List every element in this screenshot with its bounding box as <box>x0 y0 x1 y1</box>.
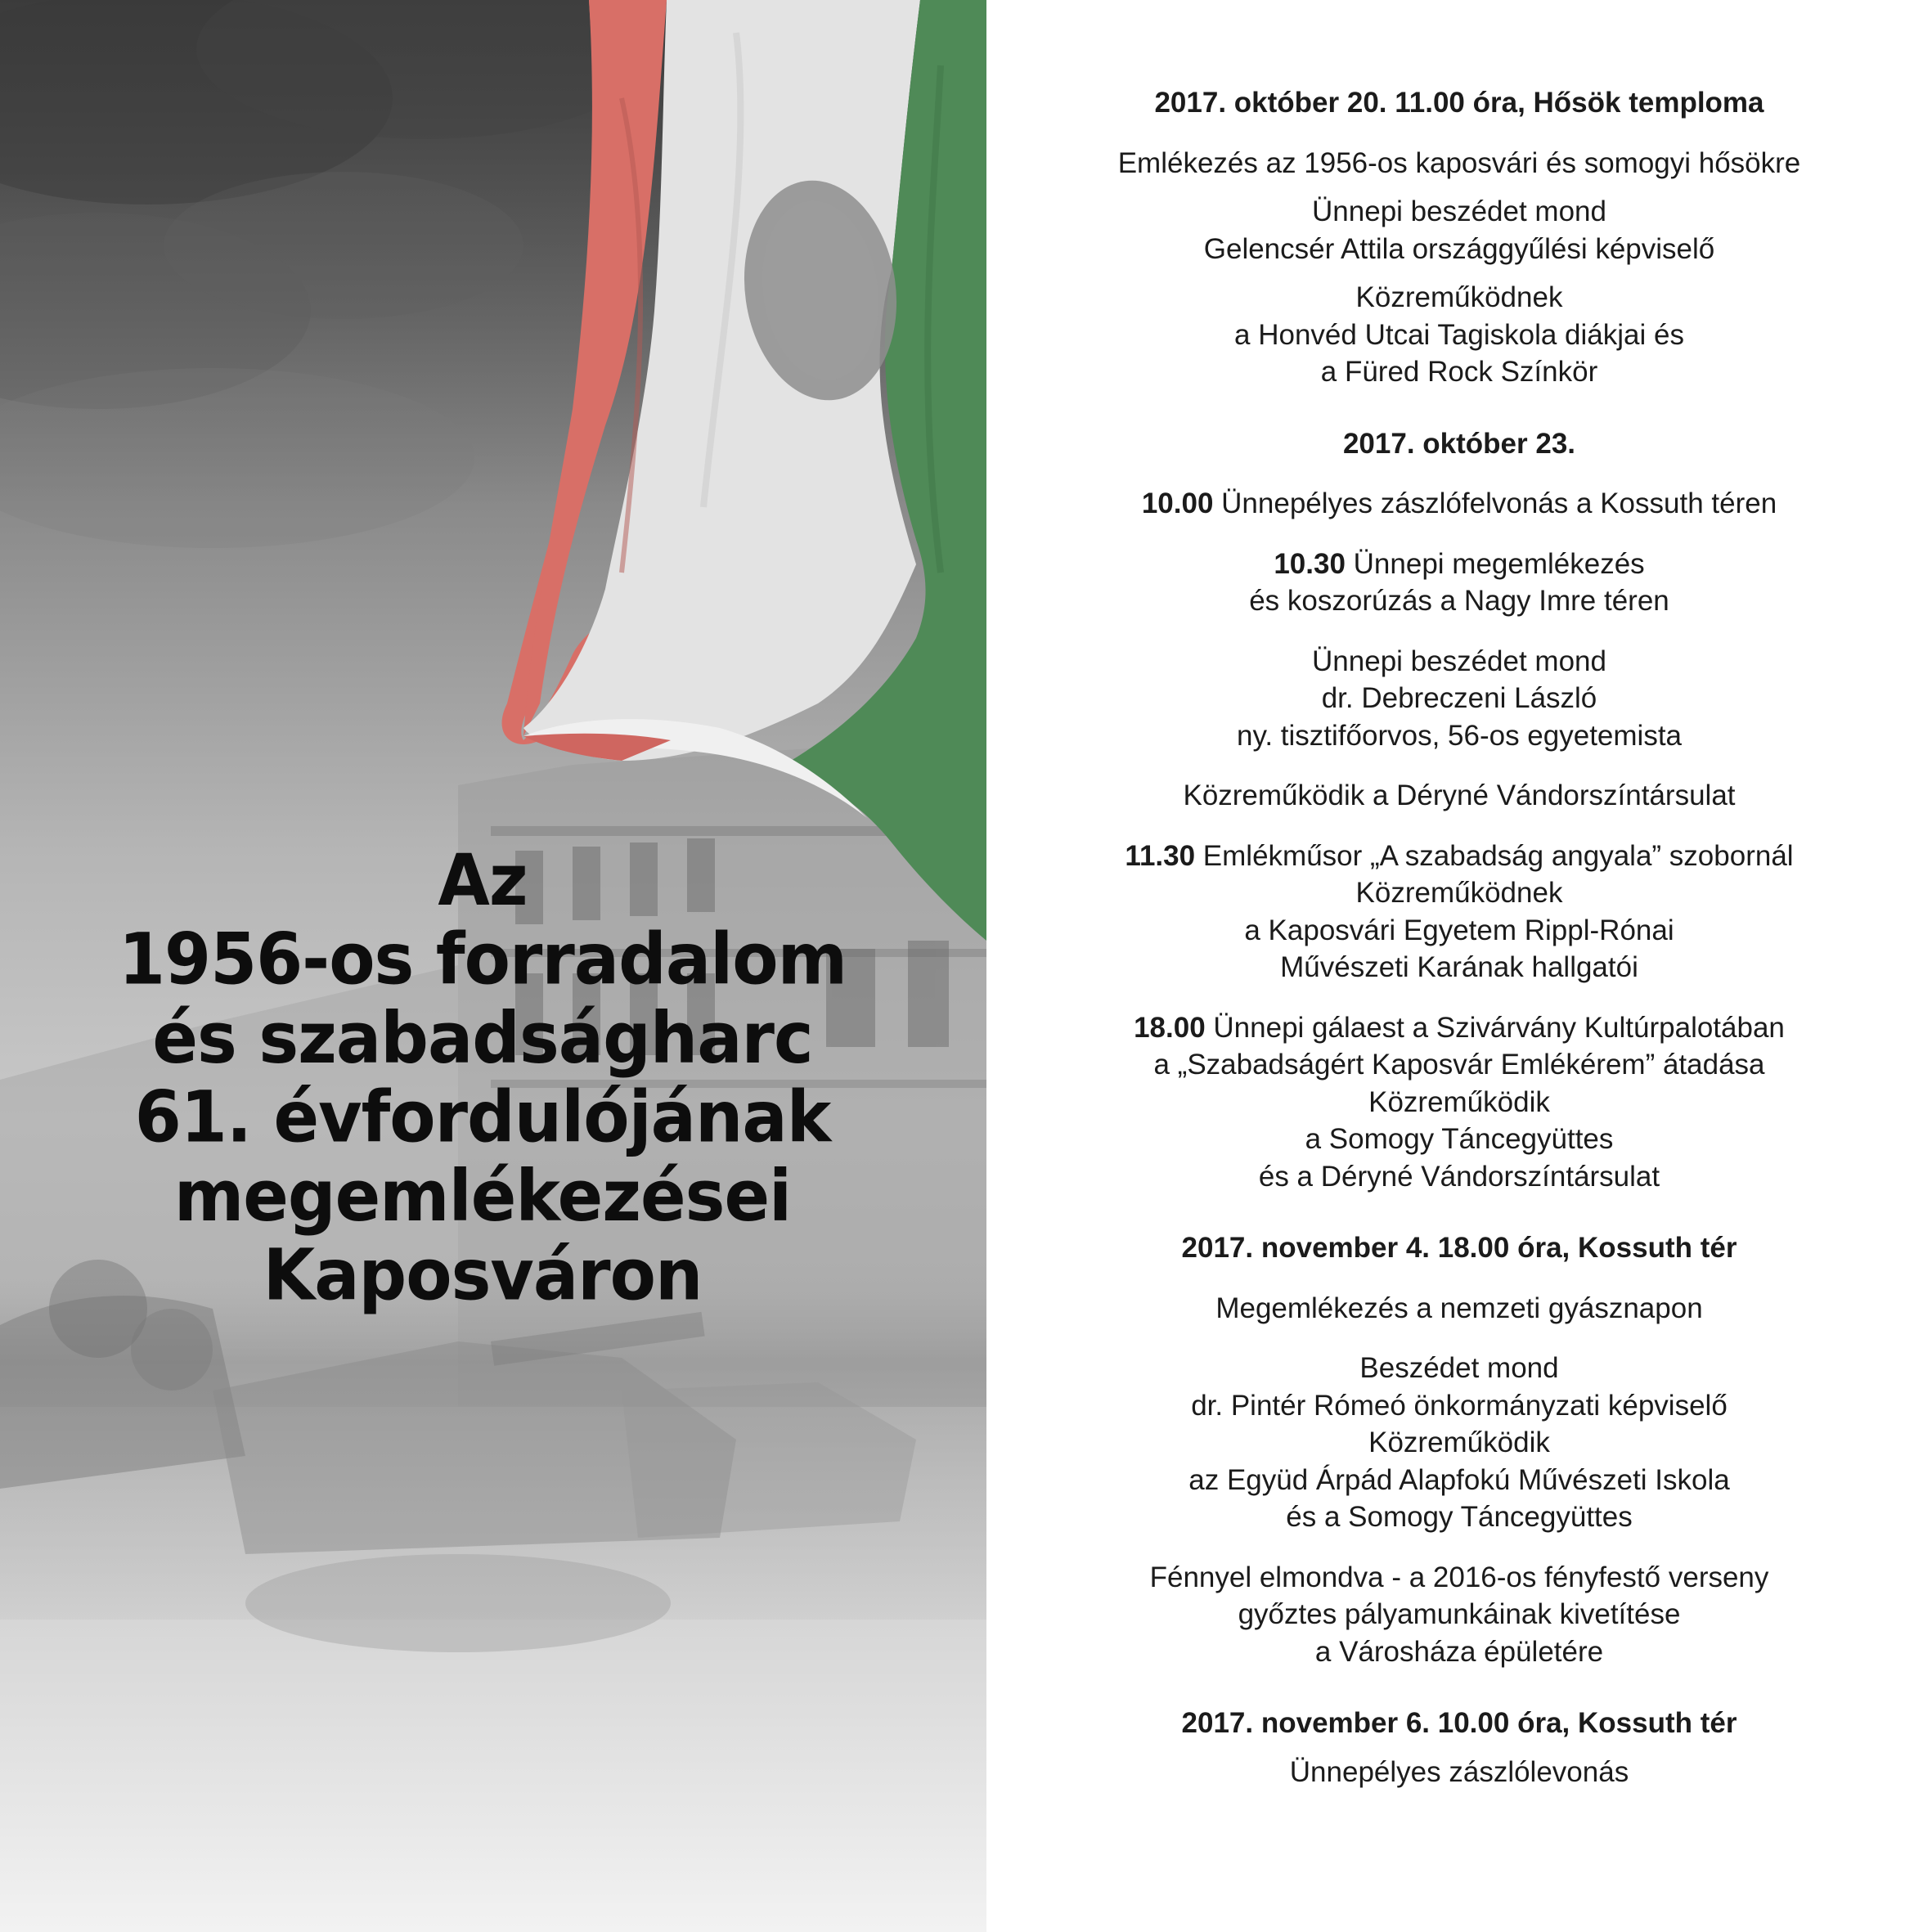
speech-label: Ünnepi beszédet mond <box>1312 195 1606 227</box>
event-time: 10.00 <box>1141 487 1214 519</box>
title-line: Kaposváron <box>263 1233 703 1317</box>
event-item <box>986 485 1932 523</box>
event-item <box>986 546 1932 583</box>
event-heading-oct20: 2017. október 20. 11.00 óra, Hősök temploma <box>1154 87 1764 119</box>
contributors-line: az Együd Árpád Alapfokú Művészeti Iskola <box>1188 1463 1730 1496</box>
contributors-line: a Kaposvári Egyetem Rippl-Rónai <box>1244 914 1674 946</box>
event-text-line: és koszorúzás a Nagy Imre téren <box>1249 585 1669 617</box>
event-time: 18.00 <box>1134 1011 1206 1044</box>
contributors-line: Közreműködik a Déryné Vándorszíntársulat <box>1183 780 1736 811</box>
speaker-title: ny. tisztifőorvos, 56-os egyetemista <box>1236 719 1683 752</box>
event-text: Ünnepi gálaest a Szivárvány Kultúrpalotában <box>1205 1011 1785 1044</box>
contributors-label: Közreműködik <box>1368 1085 1550 1118</box>
event-text-line: a „Szabadságért Kaposvár Emlékérem” átadása <box>1153 1049 1765 1081</box>
title-line: és szabadságharc <box>152 997 813 1081</box>
event-text: Ünnepi megemlékezés <box>1345 547 1645 580</box>
title-line: Az <box>438 839 528 923</box>
contributors-label: Közreműködnek <box>1355 281 1563 313</box>
event-description: Megemlékezés a nemzeti gyásznapon <box>1215 1292 1703 1324</box>
event-description: Ünnepélyes zászlólevonás <box>1289 1755 1629 1788</box>
contributors-label: Közreműködik <box>1368 1427 1550 1458</box>
contributors-line: a Somogy Táncegyüttes <box>1305 1123 1614 1155</box>
event-text: Emlékműsor „A szabadság angyala” szobornál <box>1195 839 1794 872</box>
speech-label: Beszédet mond <box>1359 1352 1559 1384</box>
program-panel <box>986 0 1932 1932</box>
program-list <box>986 84 1932 1790</box>
speaker: dr. Pintér Rómeó önkormányzati képviselő <box>1191 1389 1728 1422</box>
contributors-line: Művészeti Karának hallgatói <box>1280 951 1638 983</box>
event-heading-oct23: 2017. október 23. <box>1342 427 1576 460</box>
event-description: Emlékezés az 1956-os kaposvári és somogyi hősökre <box>1117 146 1801 179</box>
speaker: Gelencsér Attila országgyűlési képviselő <box>1203 232 1715 265</box>
title-line: 61. évfordulójának <box>134 1076 831 1159</box>
contributors-line: és a Somogy Táncegyüttes <box>1286 1501 1633 1533</box>
tank-silhouettes <box>0 1260 986 1652</box>
poster-title <box>98 839 867 1317</box>
title-line: megemlékezései <box>173 1155 792 1238</box>
contributors-line: és a Déryné Vándorszíntársulat <box>1258 1160 1660 1193</box>
title-line: 1956-os forradalom <box>118 918 847 1001</box>
speaker-name: dr. Debreczeni László <box>1321 682 1597 714</box>
event-time: 10.30 <box>1274 547 1346 580</box>
event-heading-nov6: 2017. november 6. 10.00 óra, Kossuth tér <box>1181 1707 1737 1739</box>
event-description: a Városháza épületére <box>1314 1635 1604 1668</box>
speech-label: Ünnepi beszédet mond <box>1312 645 1606 677</box>
contributors-line: a Füred Rock Színkör <box>1320 356 1598 388</box>
event-item <box>986 1009 1932 1047</box>
event-text: Ünnepélyes zászlófelvonás a Kossuth téren <box>1213 487 1777 519</box>
event-description: Fénnyel elmondva - a 2016-os fényfestő verseny <box>1149 1561 1769 1593</box>
event-heading-nov4: 2017. november 4. 18.00 óra, Kossuth tér <box>1181 1232 1737 1264</box>
event-time: 11.30 <box>1125 839 1196 872</box>
contributors-label: Közreműködnek <box>1355 877 1563 909</box>
event-item <box>986 838 1932 875</box>
event-description: győztes pályamunkáinak kivetítése <box>1238 1598 1681 1630</box>
contributors-line: a Honvéd Utcai Tagiskola diákjai és <box>1234 318 1684 351</box>
